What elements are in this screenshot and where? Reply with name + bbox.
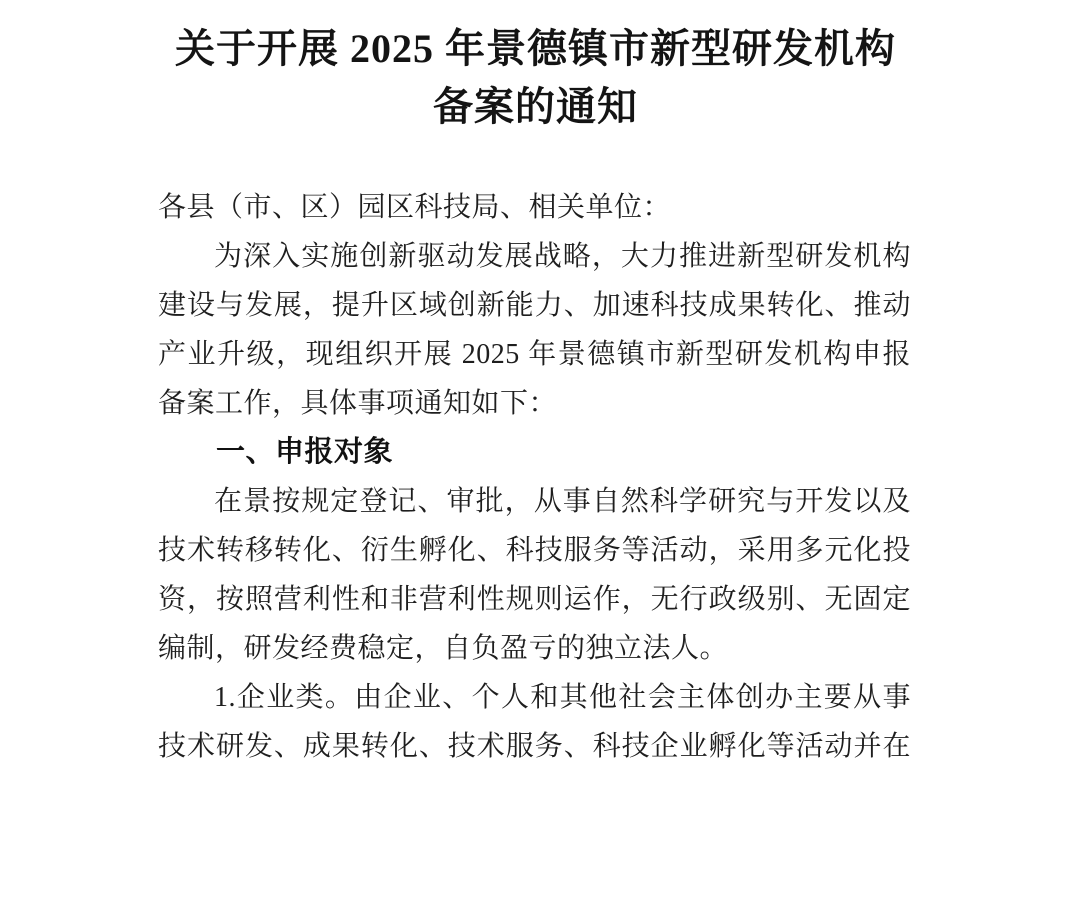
paragraph-1-line-1: 为深入实施创新驱动发展战略，大力推进新型研发机构	[214, 241, 911, 272]
paragraph-2-line-3: 资，按照营利性和非营利性规则运作，无行政级别、无固定	[158, 584, 911, 615]
paragraph-3-line-1: 1.企业类。由企业、个人和其他社会主体创办主要从事	[214, 682, 911, 713]
document-title	[0, 20, 1071, 136]
paragraph-1-line-3: 产业升级，现组织开展 2025 年景德镇市新型研发机构申报	[158, 339, 911, 370]
paragraph-1-line-4: 备案工作，具体事项通知如下：	[158, 388, 558, 419]
paragraph-3-line-2: 技术研发、成果转化、技术服务、科技企业孵化等活动并在	[158, 731, 911, 762]
document-body	[158, 183, 911, 771]
paragraph-1-line-2: 建设与发展，提升区域创新能力、加速科技成果转化、推动	[158, 290, 911, 321]
document-title-line-1: 关于开展 2025 年景德镇市新型研发机构	[175, 26, 896, 71]
paragraph-2-line-4: 编制，研发经费稳定，自负盈亏的独立法人。	[158, 633, 729, 664]
salutation-line: 各县（市、区）园区科技局、相关单位：	[158, 192, 672, 223]
document-title-line-2: 备案的通知	[433, 84, 638, 129]
paragraph-2-line-1: 在景按规定登记、审批，从事自然科学研究与开发以及	[214, 486, 911, 517]
paragraph-2-line-2: 技术转移转化、衍生孵化、科技服务等活动，采用多元化投	[158, 535, 911, 566]
section-heading-1: 一、申报对象	[216, 436, 394, 468]
